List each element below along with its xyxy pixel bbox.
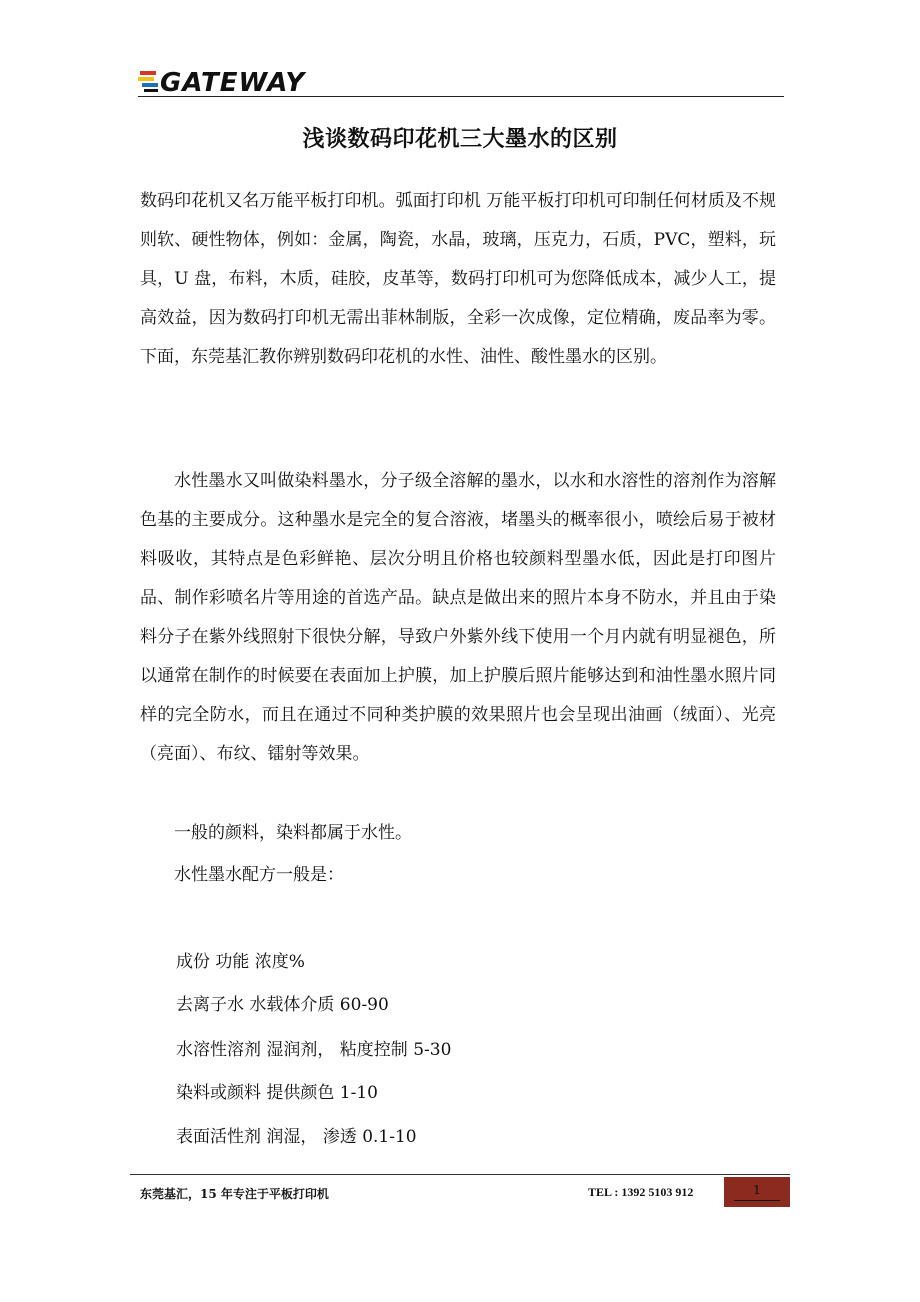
paragraph-intro: 数码印花机又名万能平板打印机。弧面打印机 万能平板打印机可印制任何材质及不规则软、硬性物体，例如：金属，陶瓷，水晶，玻璃，压克力，石质，PVC，塑料，玩具，U 盘，布料，木质，硅胶，皮革等，数码打印机可为您降低成本，减少人工，提高效益，因为数码打印机无需出菲林制版，全彩一次成像，定位精确，废品率为零。 下面，东莞基汇教你辨别数码印花机的水性、油性、酸性墨水的区别。 <box>140 191 776 367</box>
page-number-underline <box>734 1200 780 1201</box>
formula-row: 去离子水 水载体介质 60-90 <box>176 995 389 1015</box>
page-title: 浅谈数码印花机三大墨水的区别 <box>302 126 618 152</box>
formula-row: 表面活性剂 润湿， 渗透 0.1-10 <box>176 1127 417 1147</box>
formula-header: 成份 功能 浓度% <box>176 952 305 972</box>
header-rule <box>138 96 784 97</box>
logo-text: GATEWAY <box>160 68 306 96</box>
paragraph-pigment-note: 一般的颜料，染料都属于水性。 <box>174 823 412 843</box>
footer-tel: TEL : 1392 5103 912 <box>588 1185 694 1199</box>
paragraph-water-ink: 水性墨水又叫做染料墨水，分子级全溶解的墨水，以水和水溶性的溶剂作为溶解色基的主要成分。这种墨水是完全的复合溶液，堵墨头的概率很小，喷绘后易于被材料吸收，其特点是色彩鲜艳、层次分明且价格也较颜料型墨水低，因此是打印图片品、制作彩喷名片等用途的首选产品。缺点是做出来的照片本身不防水，并且由于染料分子在紫外线照射下很快分解，导致户外紫外线下使用一个月内就有明显褪色，所以通常在制作的时候要在表面加上护膜，加上护膜后照片能够达到和油性墨水照片同样的完全防水，而且在通过不同种类护膜的效果照片也会呈现出油画（绒面）、光亮（亮面）、布纹、镭射等效果。 <box>140 471 776 764</box>
formula-row: 水溶性溶剂 湿润剂， 粘度控制 5-30 <box>176 1040 452 1060</box>
gateway-logo <box>138 62 308 96</box>
footer-company: 东莞基汇，15 年专注于平板打印机 <box>140 1187 329 1201</box>
formula-row: 染料或颜料 提供颜色 1-10 <box>176 1083 378 1103</box>
logo-mark-icon <box>138 71 158 92</box>
footer-rule <box>130 1174 790 1175</box>
page-number-box <box>724 1177 790 1207</box>
paragraph-formula-intro: 水性墨水配方一般是： <box>174 865 344 885</box>
page-number: 1 <box>753 1183 761 1197</box>
